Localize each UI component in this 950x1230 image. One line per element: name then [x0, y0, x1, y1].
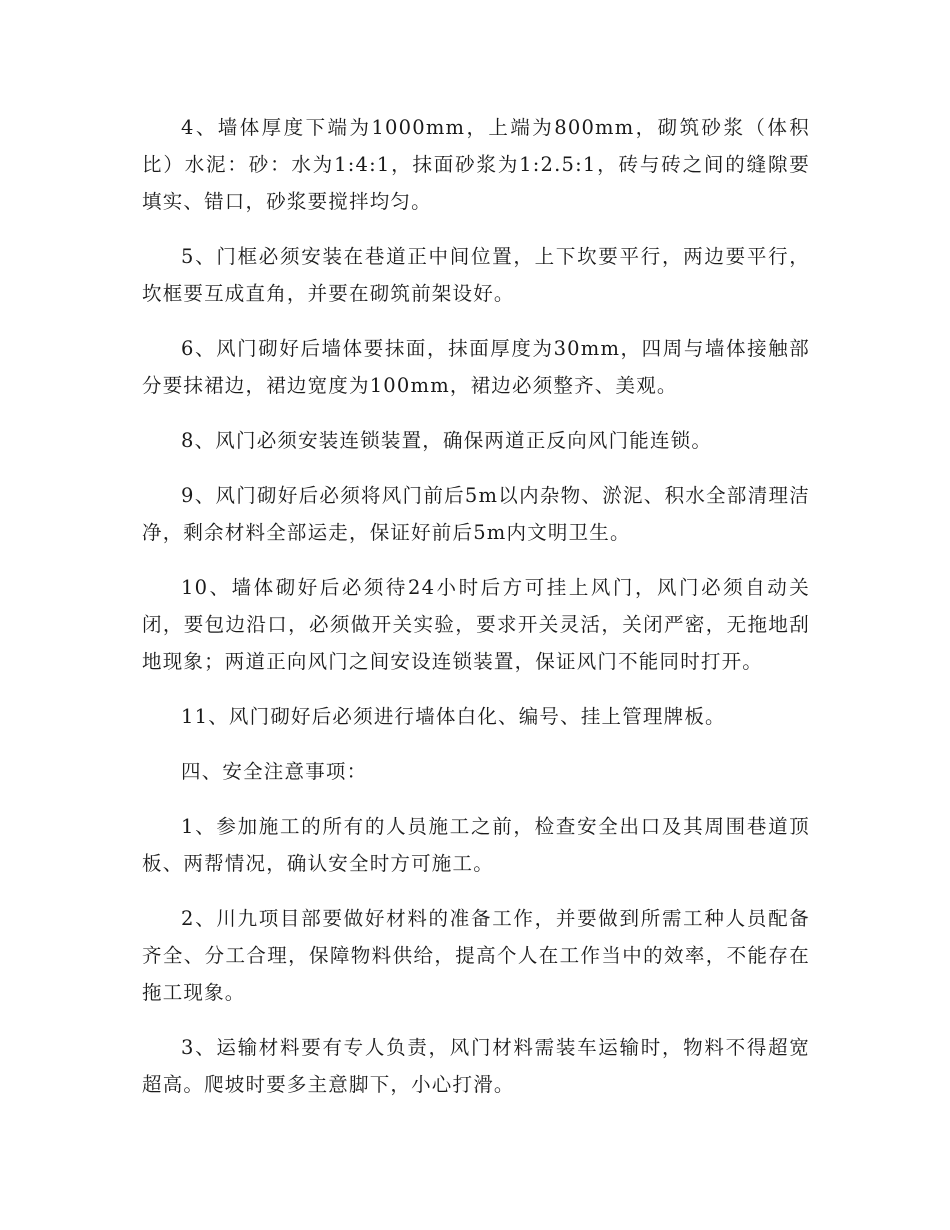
- safety-item-2: 2、川九项目部要做好材料的准备工作，并要做到所需工种人员配备齐全、分工合理，保障物料供给，提高个人在工作当中的效率，不能存在拖工现象。: [142, 907, 810, 1004]
- paragraph-item-6: 6、风门砌好后墙体要抹面，抹面厚度为30mm，四周与墙体接触部分要抹裙边，裙边宽度为100mm，裙边必须整齐、美观。: [142, 337, 810, 397]
- paragraph-item-5: 5、门框必须安装在巷道正中间位置，上下坎要平行，两边要平行，坎框要互成直角，并要在砌筑前架设好。: [142, 245, 810, 305]
- paragraph-item-11: 11、风门砌好后必须进行墙体白化、编号、挂上管理牌板。: [181, 705, 726, 728]
- section-heading-safety: 四、安全注意事项：: [181, 760, 368, 783]
- paragraph-item-9: 9、风门砌好后必须将风门前后5m以内杂物、淤泥、积水全部清理洁净，剩余材料全部运走，保证好前后5m内文明卫生。: [142, 484, 810, 544]
- safety-item-1: 1、参加施工的所有的人员施工之前，检查安全出口及其周围巷道顶板、两帮情况，确认安全时方可施工。: [142, 815, 810, 875]
- paragraph-item-8: 8、风门必须安装连锁装置，确保两道正反向风门能连锁。: [181, 429, 713, 452]
- safety-item-3: 3、运输材料要有专人负责，风门材料需装车运输时，物料不得超宽超高。爬坡时要多主意脚下，小心打滑。: [142, 1036, 810, 1096]
- paragraph-item-10: 10、墙体砌好后必须待24小时后方可挂上风门，风门必须自动关闭，要包边沿口，必须做开关实验，要求开关灵活，关闭严密，无拖地刮地现象；两道正向风门之间安设连锁装置，保证风门不能同时打开。: [142, 576, 810, 673]
- document-body: [142, 109, 810, 1121]
- paragraph-item-4: 4、墙体厚度下端为1000mm，上端为800mm，砌筑砂浆（体积比）水泥：砂：水为1:4:1，抹面砂浆为1:2.5:1，砖与砖之间的缝隙要填实、错口，砂浆要搅拌均匀。: [142, 116, 810, 213]
